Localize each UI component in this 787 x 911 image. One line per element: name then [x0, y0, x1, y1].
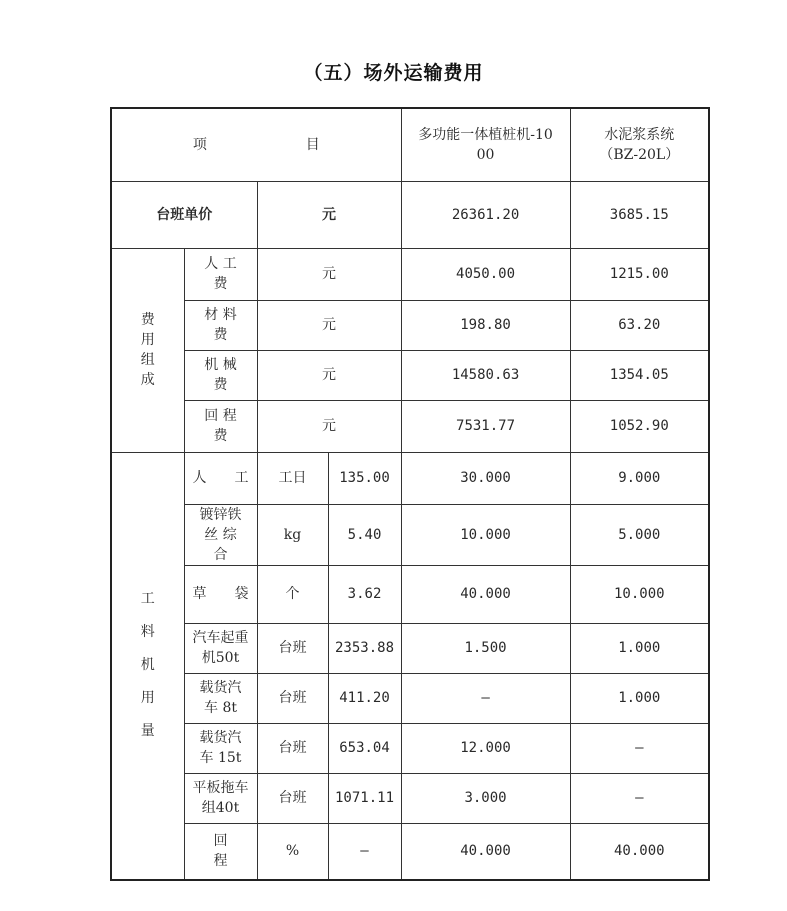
usage-item-price: 2353.88: [328, 623, 401, 673]
usage-item-value-1: 40.000: [401, 565, 570, 623]
usage-item-name: 汽车起重机50t: [184, 623, 257, 673]
usage-item-unit: 工日: [257, 452, 328, 504]
cost-item-value-2: 1354.05: [570, 350, 709, 400]
usage-item-value-2: —: [570, 723, 709, 773]
cost-group-label: 费用组成: [111, 248, 184, 452]
usage-item-unit: %: [257, 823, 328, 880]
usage-item-name: 镀锌铁丝 综合: [184, 504, 257, 565]
usage-row: [111, 452, 709, 504]
usage-item-value-2: 9.000: [570, 452, 709, 504]
item-header-cell: [111, 108, 401, 181]
cost-item-unit: 元: [257, 350, 401, 400]
usage-item-value-1: 3.000: [401, 773, 570, 823]
usage-item-unit: 台班: [257, 773, 328, 823]
usage-item-unit: 个: [257, 565, 328, 623]
usage-item-name: 载货汽车 8t: [184, 673, 257, 723]
cost-item-unit: 元: [257, 400, 401, 452]
unit-price-value-2: 3685.15: [570, 181, 709, 248]
usage-item-value-1: —: [401, 673, 570, 723]
cost-item-value-2: 63.20: [570, 300, 709, 350]
usage-item-price: 5.40: [328, 504, 401, 565]
cost-item-value-1: 198.80: [401, 300, 570, 350]
usage-group-label: 工料机用量: [111, 452, 184, 880]
page-title: （五）场外运输费用: [303, 62, 484, 84]
cost-item-value-2: 1215.00: [570, 248, 709, 300]
unit-price-row: [111, 181, 709, 248]
usage-item-value-2: 1.000: [570, 673, 709, 723]
usage-item-name: 人 工: [184, 452, 257, 504]
transport-cost-table: [110, 107, 710, 881]
usage-item-name: 回程: [184, 823, 257, 880]
usage-row: [111, 823, 709, 880]
usage-item-price: —: [328, 823, 401, 880]
cost-row: [111, 248, 709, 300]
usage-item-price: 135.00: [328, 452, 401, 504]
item-header-left: 项: [192, 136, 207, 153]
unit-price-label: 台班单价: [111, 181, 257, 248]
usage-row: [111, 773, 709, 823]
usage-item-unit: 台班: [257, 673, 328, 723]
usage-row: [111, 673, 709, 723]
usage-item-value-1: 30.000: [401, 452, 570, 504]
cost-item-value-1: 14580.63: [401, 350, 570, 400]
usage-item-value-1: 12.000: [401, 723, 570, 773]
cost-item-unit: 元: [257, 300, 401, 350]
cost-item-name: 材 料费: [184, 300, 257, 350]
unit-price-value-1: 26361.20: [401, 181, 570, 248]
column-header-1: 多功能一体植桩机-1000: [401, 108, 570, 181]
cost-item-value-2: 1052.90: [570, 400, 709, 452]
usage-row: [111, 565, 709, 623]
cost-item-name: 机 械费: [184, 350, 257, 400]
cost-row: [111, 400, 709, 452]
usage-item-value-2: 5.000: [570, 504, 709, 565]
header-row: [111, 108, 709, 181]
usage-item-value-2: 40.000: [570, 823, 709, 880]
item-header-right: 目: [305, 136, 320, 153]
usage-item-name: 草 袋: [184, 565, 257, 623]
usage-row: [111, 723, 709, 773]
cost-item-name: 回 程费: [184, 400, 257, 452]
usage-item-value-1: 40.000: [401, 823, 570, 880]
usage-item-name: 载货汽车 15t: [184, 723, 257, 773]
cost-item-name: 人 工费: [184, 248, 257, 300]
usage-item-value-1: 10.000: [401, 504, 570, 565]
usage-item-price: 411.20: [328, 673, 401, 723]
cost-item-unit: 元: [257, 248, 401, 300]
usage-item-name: 平板拖车组40t: [184, 773, 257, 823]
cost-item-value-1: 7531.77: [401, 400, 570, 452]
usage-row: [111, 504, 709, 565]
usage-item-price: 1071.11: [328, 773, 401, 823]
column-header-2: 水泥浆系统（BZ-20L）: [570, 108, 709, 181]
cost-row: [111, 350, 709, 400]
usage-item-price: 653.04: [328, 723, 401, 773]
cost-row: [111, 300, 709, 350]
usage-item-value-1: 1.500: [401, 623, 570, 673]
usage-item-unit: kg: [257, 504, 328, 565]
usage-item-price: 3.62: [328, 565, 401, 623]
usage-item-value-2: —: [570, 773, 709, 823]
usage-item-value-2: 1.000: [570, 623, 709, 673]
unit-price-unit: 元: [257, 181, 401, 248]
usage-item-unit: 台班: [257, 623, 328, 673]
usage-row: [111, 623, 709, 673]
usage-item-unit: 台班: [257, 723, 328, 773]
usage-item-value-2: 10.000: [570, 565, 709, 623]
cost-item-value-1: 4050.00: [401, 248, 570, 300]
